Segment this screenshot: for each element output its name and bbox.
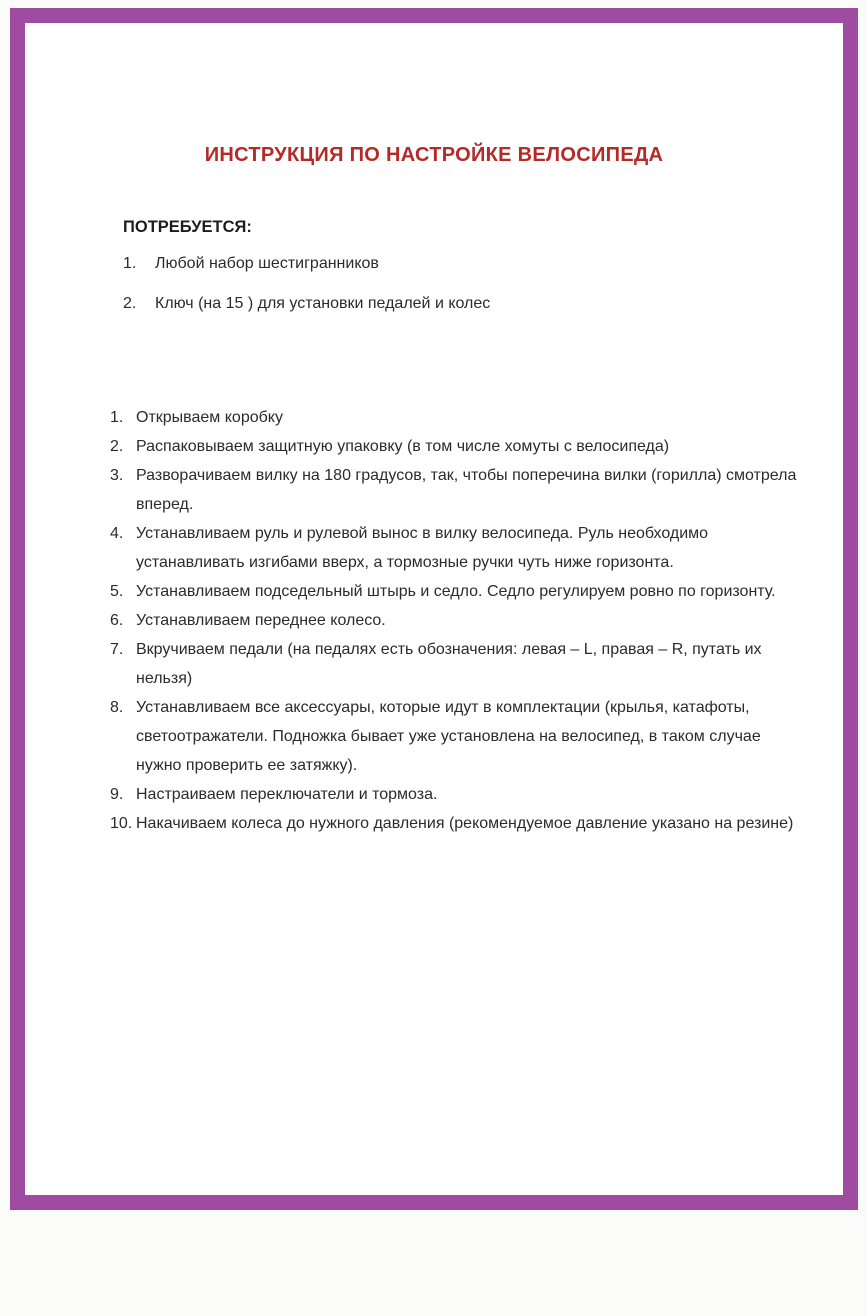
step-item-number: 3. [110,467,124,484]
step-item [110,577,798,606]
step-item-number: 5. [110,583,124,600]
step-item-text: Накачиваем колеса до нужного давления (рекомендуемое давление указано на резине) [136,815,794,832]
step-item [110,635,798,693]
requirement-item-number: 1. [123,255,137,272]
step-item-number: 10. [110,815,133,832]
step-item-number: 6. [110,612,124,629]
step-item [110,780,798,809]
step-item-text: Устанавливаем переднее колесо. [136,612,386,629]
requirement-item-text: Ключ (на 15 ) для установки педалей и колес [155,295,491,312]
step-item-number: 9. [110,786,124,803]
step-item-text: Настраиваем переключатели и тормоза. [136,786,438,803]
page-content [25,144,843,1316]
step-item-number: 7. [110,641,124,658]
step-item-text: Устанавливаем руль и рулевой вынос в вилку велосипеда. Руль необходимо устанавливать изгибами вверх, а тормозные ручки чуть ниже горизонта. [136,525,709,571]
step-item-number: 4. [110,525,124,542]
requirements-list [123,254,793,313]
steps-list [110,403,798,838]
step-item-number: 8. [110,699,124,716]
step-item [110,693,798,780]
requirements-heading: ПОТРЕБУЕТСЯ: [123,218,252,236]
step-item [110,461,798,519]
requirement-item-text: Любой набор шестигранников [155,255,379,272]
requirement-item [123,294,793,313]
step-item-text: Устанавливаем подседельный штырь и седло. Седло регулируем ровно по горизонту. [136,583,776,600]
step-item-number: 1. [110,409,124,426]
step-item [110,809,798,838]
step-item [110,519,798,577]
step-item [110,432,798,461]
step-item-text: Распаковываем защитную упаковку (в том числе хомуты с велосипеда) [136,438,670,455]
step-item-text: Устанавливаем все аксессуары, которые идут в комплектации (крылья, катафоты, светоотражатели. Подножка бывает уже установлена на велосипед, в таком случае нужно проверить ее затяжку). [136,699,761,774]
step-item-number: 2. [110,438,124,455]
step-item-text: Вкручиваем педали (на педалях есть обозначения: левая – L, правая – R, путать их нельзя) [136,641,762,687]
step-item-text: Разворачиваем вилку на 180 градусов, так, чтобы поперечина вилки (горилла) смотрела вперед. [136,467,797,513]
requirement-item-number: 2. [123,295,137,312]
step-item-text: Открываем коробку [136,409,283,426]
requirement-item [123,254,793,273]
step-item [110,606,798,635]
step-item [110,403,798,432]
page-title: ИНСТРУКЦИЯ ПО НАСТРОЙКЕ ВЕЛОСИПЕДА [204,144,664,166]
document-page [10,8,858,1210]
